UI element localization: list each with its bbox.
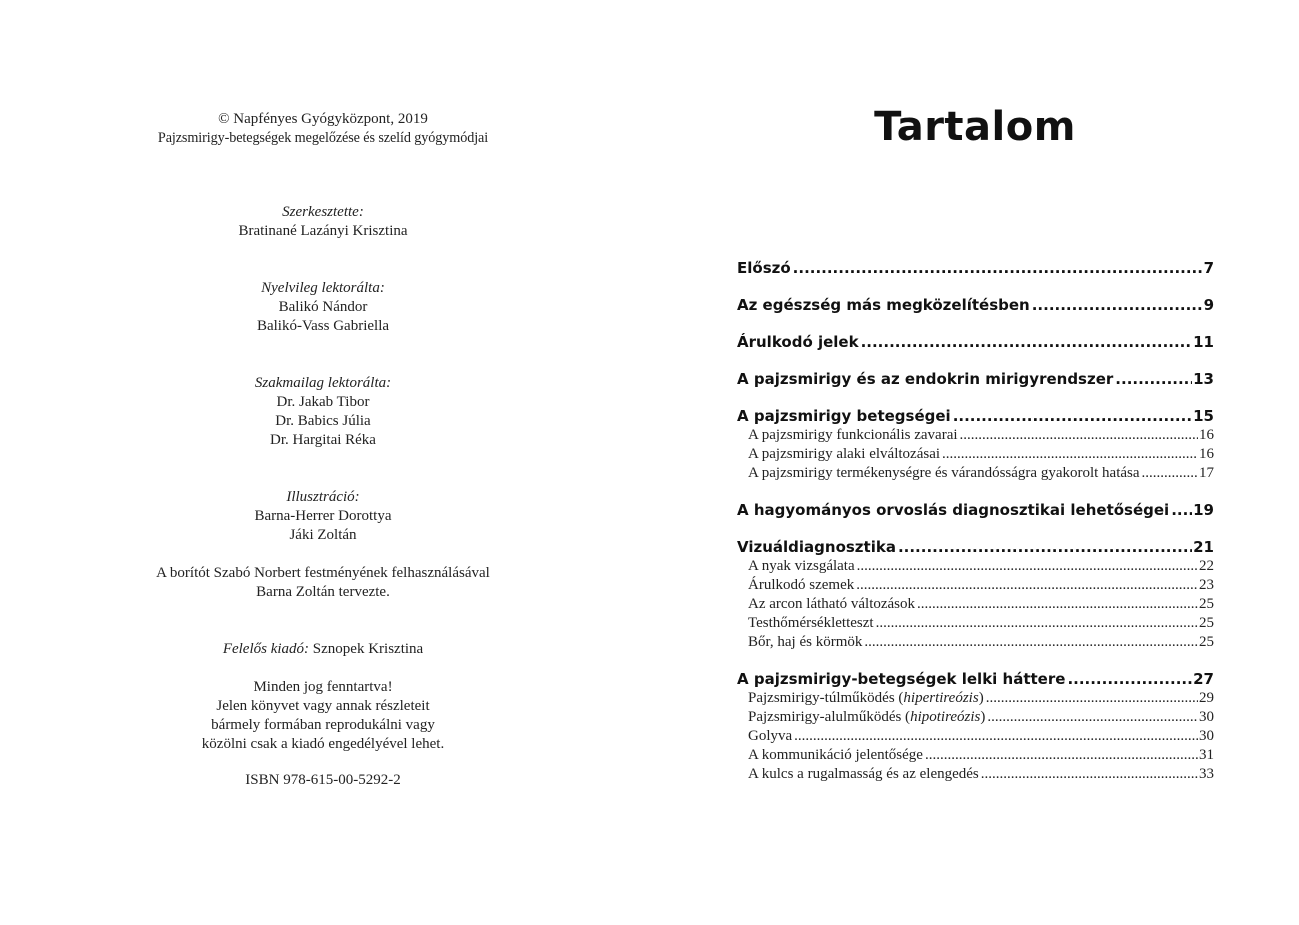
illustrator: Jáki Zoltán: [289, 527, 357, 543]
toc-leader: [1115, 370, 1192, 389]
toc-chapter-label: Árulkodó jelek: [737, 333, 859, 351]
toc-leader: [1032, 296, 1203, 315]
toc-leader: [793, 259, 1203, 278]
toc-page-number: 25: [1199, 596, 1214, 612]
toc-section-label-text: Pajzsmirigy-túlműködés (: [748, 690, 904, 706]
toc-leader: [898, 538, 1192, 557]
toc-leader: [1142, 464, 1198, 483]
cover-credit-line: A borítót Szabó Norbert festményének felhasználásával: [156, 565, 490, 581]
publisher-role: Felelős kiadó:: [222, 641, 310, 657]
toc-leader: [925, 746, 1198, 765]
toc-chapter-label: Előszó: [737, 259, 791, 277]
toc-section-label: A kommunikáció jelentősége: [748, 747, 923, 763]
toc-section[interactable]: [737, 689, 1214, 708]
toc-chapter[interactable]: [737, 670, 1214, 689]
toc-leader: [981, 765, 1198, 784]
toc-leader: [1067, 670, 1192, 689]
toc-leader: [986, 689, 1198, 708]
toc-section[interactable]: [737, 633, 1214, 652]
expert-review-role: Szakmailag lektorálta:: [254, 375, 392, 391]
toc-section-label: Bőr, haj és körmök: [748, 634, 863, 650]
toc-section[interactable]: [737, 708, 1214, 727]
toc-section-label: A nyak vizsgálata: [748, 558, 855, 574]
toc-chapter-label: A pajzsmirigy-betegségek lelki háttere: [737, 670, 1066, 688]
toc-section-label: Az arcon látható változások: [748, 596, 916, 612]
table-of-contents: [737, 259, 1214, 784]
toc-chapter-label: Az egészség más megközelítésben: [737, 296, 1030, 314]
toc-page-number: 16: [1199, 427, 1214, 443]
illustrator: Barna-Herrer Dorottya: [254, 508, 392, 524]
toc-section-label: [748, 708, 985, 727]
toc-leader: [987, 708, 1198, 727]
toc-page-number: 33: [1199, 766, 1214, 782]
toc-leader: [1171, 501, 1192, 520]
toc-page-number: 11: [1193, 333, 1214, 351]
toc-page-number: 21: [1193, 538, 1214, 556]
toc-page-number: 9: [1203, 296, 1214, 314]
toc-page-number: 31: [1199, 747, 1214, 763]
rights-line: közölni csak a kiadó engedélyével lehet.: [201, 736, 445, 752]
toc-chapter[interactable]: [737, 333, 1214, 352]
toc-leader: [960, 426, 1198, 445]
toc-section-label: Árulkodó szemek: [748, 577, 855, 593]
toc-leader: [861, 333, 1193, 352]
toc-chapter-label: A hagyományos orvoslás diagnosztikai lehetőségei: [737, 501, 1170, 519]
toc-page-number: 19: [1193, 501, 1214, 519]
illustration-role: Illusztráció:: [286, 489, 360, 505]
toc-page-number: 7: [1203, 259, 1214, 277]
toc-title: Tartalom: [874, 104, 1076, 150]
editor-role: Szerkesztette:: [282, 204, 364, 220]
toc-page-number: 27: [1193, 670, 1214, 688]
toc-section[interactable]: [737, 426, 1214, 445]
toc-page-number: 17: [1199, 465, 1214, 481]
toc-chapter[interactable]: [737, 501, 1214, 520]
editor-name: Bratinané Lazányi Krisztina: [238, 223, 408, 239]
toc-section[interactable]: [737, 765, 1214, 784]
toc-section[interactable]: [737, 445, 1214, 464]
publisher-line: [123, 640, 523, 659]
language-review-role: Nyelvileg lektorálta:: [261, 280, 385, 296]
toc-page-number: 30: [1199, 709, 1214, 725]
toc-chapter-label: A pajzsmirigy betegségei: [737, 407, 951, 425]
toc-leader: [856, 576, 1198, 595]
toc-chapter-label: Vizuáldiagnosztika: [737, 538, 896, 556]
toc-leader: [942, 445, 1198, 464]
rights-line: bármely formában reprodukálni vagy: [211, 717, 435, 733]
toc-section-label-text: Pajzsmirigy-alulműködés (: [748, 709, 911, 725]
toc-chapter[interactable]: [737, 370, 1214, 389]
toc-leader: [876, 614, 1198, 633]
isbn: ISBN 978-615-00-5292-2: [245, 772, 401, 788]
toc-section-label-text: ): [980, 709, 986, 725]
copyright-line: © Napfényes Gyógyközpont, 2019: [218, 111, 428, 127]
toc-section-label: A kulcs a rugalmasság és az elengedés: [748, 766, 979, 782]
expert-reviewer: Dr. Babics Júlia: [275, 413, 371, 429]
toc-page-number: 13: [1193, 370, 1214, 388]
toc-section[interactable]: [737, 464, 1214, 483]
toc-chapter[interactable]: [737, 538, 1214, 557]
toc-leader: [794, 727, 1198, 746]
toc-page-number: 29: [1199, 690, 1214, 706]
toc-section[interactable]: [737, 614, 1214, 633]
toc-section-label: A pajzsmirigy funkcionális zavarai: [748, 427, 958, 443]
toc-section-label-term: hipertireózis: [903, 690, 979, 706]
toc-section[interactable]: [737, 727, 1214, 746]
toc-chapter-label: A pajzsmirigy és az endokrin mirigyrendszer: [737, 370, 1114, 388]
toc-section-label: [748, 689, 984, 708]
toc-section[interactable]: [737, 557, 1214, 576]
language-reviewer: Balikó-Vass Gabriella: [256, 318, 390, 334]
toc-section-label-term: hipotireózis: [910, 709, 981, 725]
toc-page-number: 16: [1199, 446, 1214, 462]
toc-leader: [857, 557, 1198, 576]
imprint-page: [123, 110, 523, 790]
expert-reviewer: Dr. Hargitai Réka: [270, 432, 376, 448]
toc-leader: [917, 595, 1198, 614]
toc-section-label: Testhőmérsékletteszt: [748, 615, 874, 631]
expert-reviewer: Dr. Jakab Tibor: [276, 394, 370, 410]
toc-section-label: Golyva: [748, 728, 793, 744]
toc-page-number: 30: [1199, 728, 1214, 744]
toc-leader: [864, 633, 1198, 652]
book-subtitle: Pajzsmirigy-betegségek megelőzése és szelíd gyógymódjai: [157, 130, 489, 146]
toc-page-number: 25: [1199, 634, 1214, 650]
toc-page-number: 23: [1199, 577, 1214, 593]
toc-section-label: A pajzsmirigy termékenységre és várandósságra gyakorolt hatása: [748, 465, 1140, 481]
toc-section[interactable]: [737, 746, 1214, 765]
rights-line: Jelen könyvet vagy annak részleteit: [216, 698, 430, 714]
toc-chapter[interactable]: [737, 296, 1214, 315]
toc-section[interactable]: [737, 595, 1214, 614]
toc-section[interactable]: [737, 576, 1214, 595]
toc-chapter[interactable]: [737, 259, 1214, 278]
toc-section-label: A pajzsmirigy alaki elváltozásai: [748, 446, 941, 462]
language-reviewer: Balikó Nándor: [278, 299, 368, 315]
toc-section-label-text: ): [978, 690, 984, 706]
toc-chapter[interactable]: [737, 407, 1214, 426]
toc-leader: [953, 407, 1192, 426]
publisher-name: Sznopek Krisztina: [312, 641, 424, 657]
toc-page-number: 22: [1199, 558, 1214, 574]
toc-page-number: 15: [1193, 407, 1214, 425]
rights-line: Minden jog fenntartva!: [253, 679, 393, 695]
toc-page-number: 25: [1199, 615, 1214, 631]
cover-credit-line: Barna Zoltán tervezte.: [256, 584, 390, 600]
